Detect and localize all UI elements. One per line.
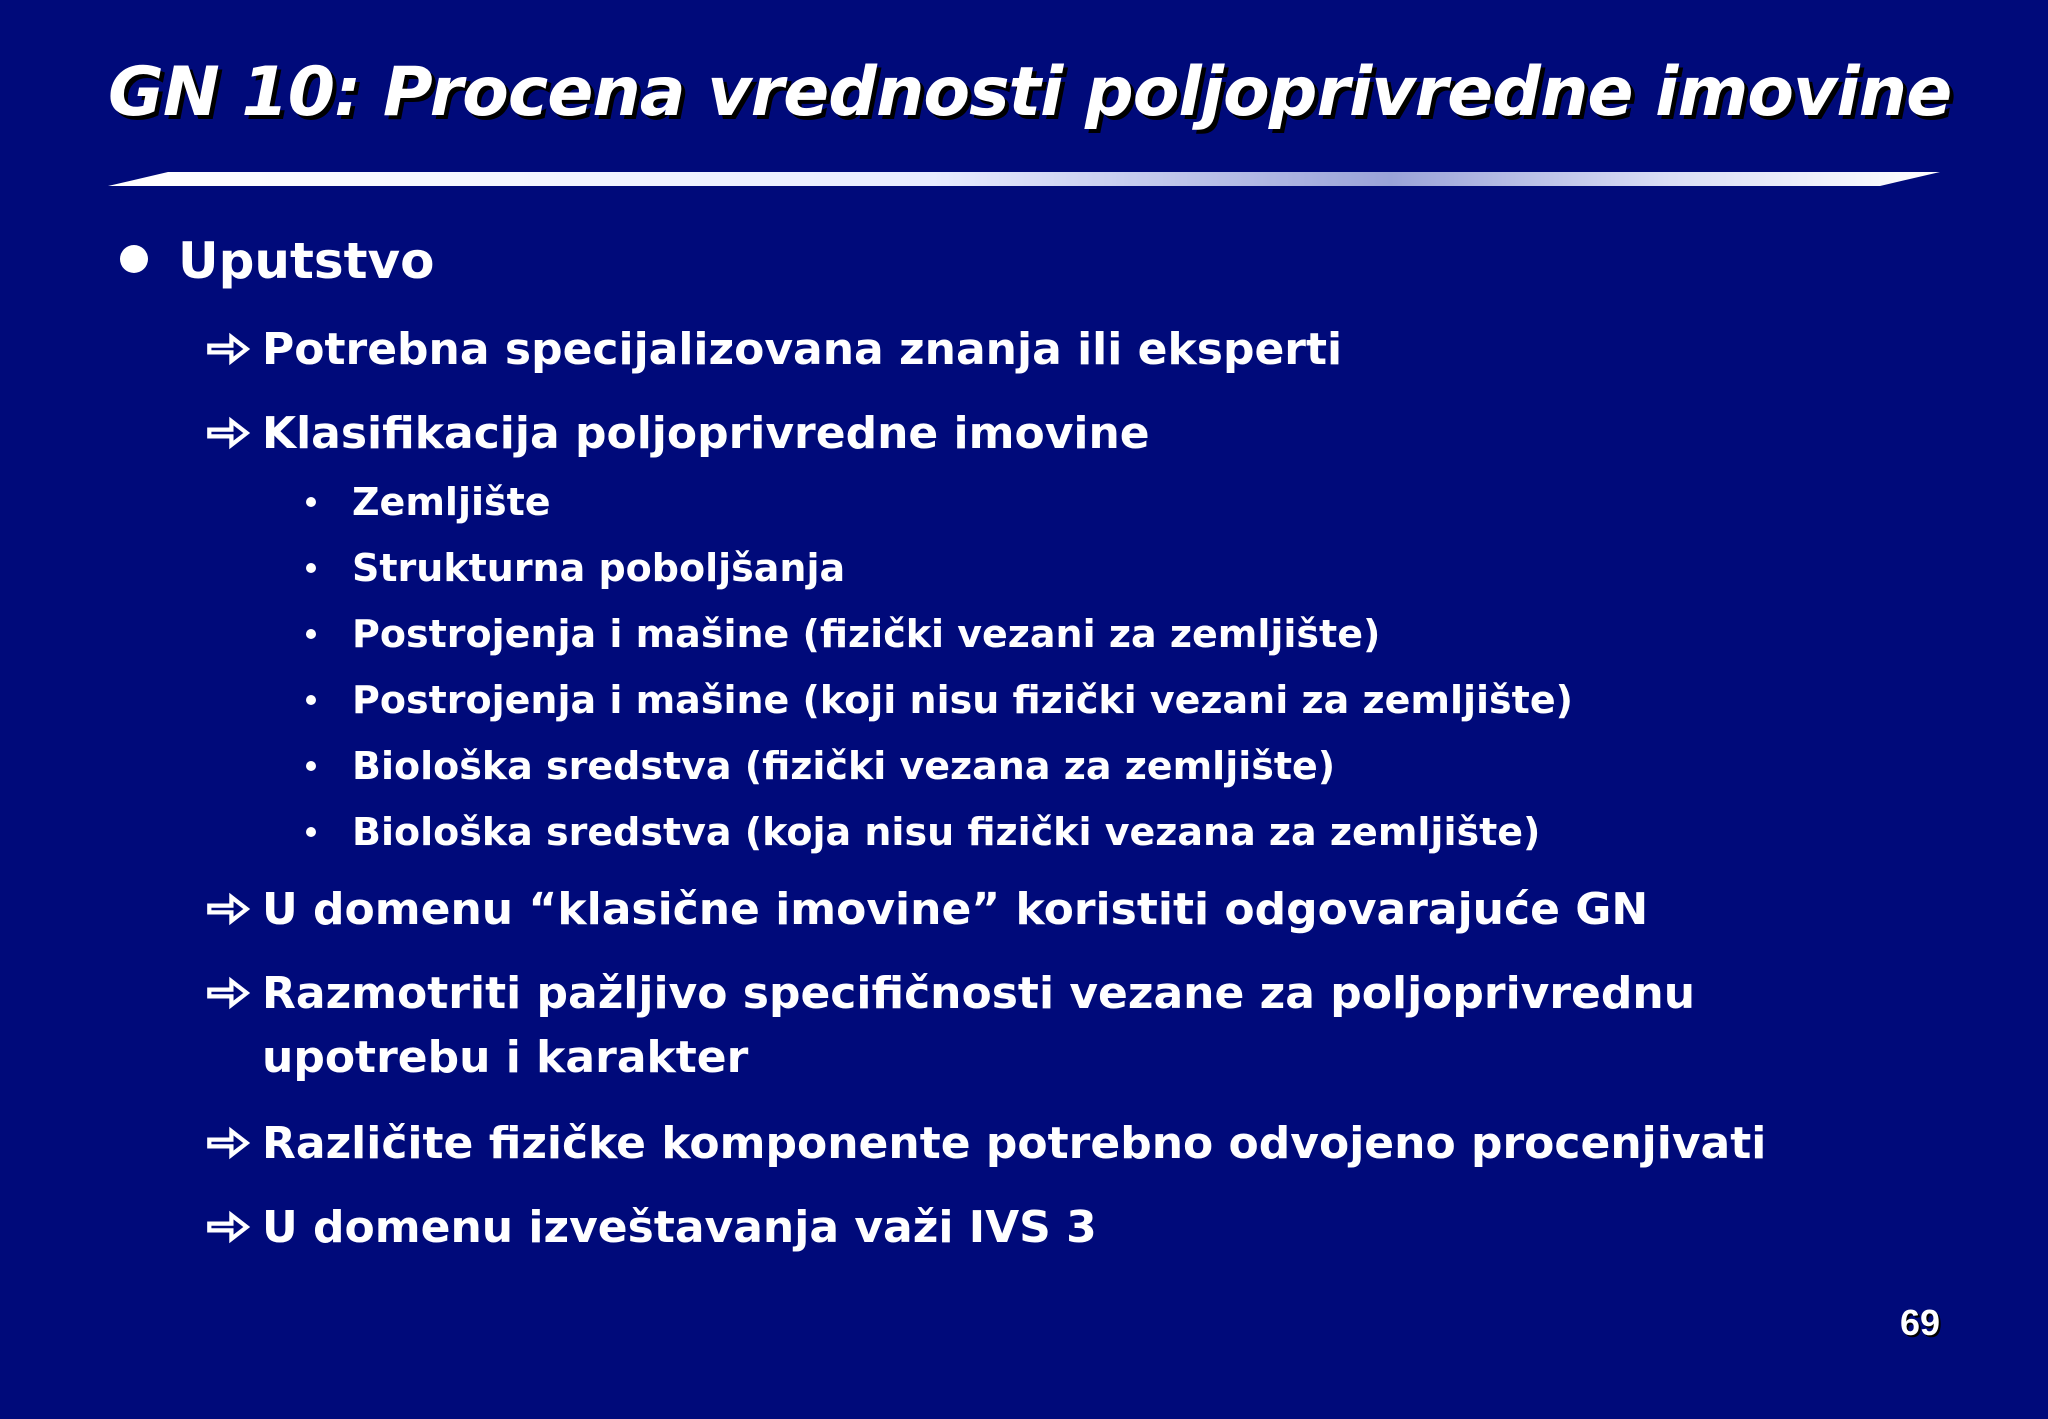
list-item-text: Potrebna specijalizovana znanja ili eksperti (262, 324, 1343, 375)
slide-title: GN 10: Procena vrednosti poljoprivredne imovine (108, 53, 1952, 132)
sub-item-3 (306, 606, 1380, 662)
sub-bullet-icon (306, 695, 316, 705)
page-number: 69 (1899, 1302, 1940, 1343)
sub-bullet-icon (306, 563, 316, 573)
list-item-5 (204, 1112, 1924, 1176)
list-item-text: U domenu “klasične imovine” koristiti odgovarajuće GN (262, 884, 1649, 935)
sub-item-text: Strukturna poboljšanja (352, 546, 846, 590)
sub-item-2 (306, 540, 845, 596)
list-item-text: Razmotriti pažljivo specifičnosti vezane za poljoprivrednu upotrebu i karakter (262, 968, 1696, 1083)
arrow-right-icon (204, 332, 252, 366)
arrow-right-icon (204, 976, 252, 1010)
arrow-right-icon (204, 416, 252, 450)
bullet-heading (120, 226, 435, 296)
list-item-4 (204, 962, 1924, 1090)
sub-item-text: Biološka sredstva (koja nisu fizički vezana za zemljište) (352, 810, 1541, 854)
list-item-text: U domenu izveštavanja važi IVS 3 (262, 1202, 1097, 1253)
arrow-right-icon (204, 1126, 252, 1160)
sub-item-6 (306, 804, 1540, 860)
sub-item-1 (306, 474, 551, 530)
sub-bullet-icon (306, 761, 316, 771)
list-item-text: Različite fizičke komponente potrebno odvojeno procenjivati (262, 1118, 1767, 1169)
sub-bullet-icon (306, 827, 316, 837)
list-item-text: Klasifikacija poljoprivredne imovine (262, 408, 1150, 459)
sub-item-text: Postrojenja i mašine (fizički vezani za zemljište) (352, 612, 1381, 656)
bullet-heading-text: Uputstvo (178, 232, 435, 290)
list-item-1 (204, 318, 1924, 382)
title-divider (108, 170, 1940, 190)
bullet-dot-icon (120, 245, 148, 273)
sub-bullet-icon (306, 629, 316, 639)
sub-item-text: Zemljište (352, 480, 551, 524)
list-item-2 (204, 402, 1924, 466)
list-item-6 (204, 1196, 1924, 1260)
arrow-right-icon (204, 892, 252, 926)
sub-item-text: Postrojenja i mašine (koji nisu fizički vezani za zemljište) (352, 678, 1573, 722)
sub-item-text: Biološka sredstva (fizički vezana za zemljište) (352, 744, 1336, 788)
arrow-right-icon (204, 1210, 252, 1244)
sub-bullet-icon (306, 497, 316, 507)
list-item-3 (204, 878, 1924, 942)
sub-item-4 (306, 672, 1573, 728)
sub-item-5 (306, 738, 1335, 794)
